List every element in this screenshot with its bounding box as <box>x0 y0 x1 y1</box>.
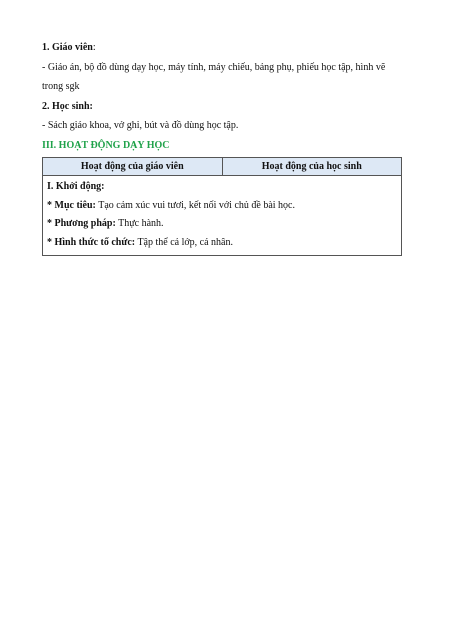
section-title: III. HOẠT ĐỘNG DẠY HỌC <box>42 139 170 151</box>
organization-row <box>47 234 397 253</box>
organization-label: * Hình thức tổ chức: <box>47 236 136 248</box>
teacher-heading-colon: : <box>92 42 96 53</box>
table-header-row <box>43 158 402 176</box>
teacher-materials-line-2: trong sgk <box>42 81 80 92</box>
organization-text: Tập thể cả lớp, cá nhân. <box>135 236 233 248</box>
objective-text: Tạo cảm xúc vui tươi, kết nối với chủ đề bài học. <box>95 199 295 211</box>
header-student-activity: Hoạt động của học sinh <box>222 158 402 176</box>
method-row <box>47 215 397 234</box>
document-content <box>42 38 402 256</box>
header-teacher-activity: Hoạt động của giáo viên <box>43 158 223 176</box>
method-text: Thực hành. <box>115 218 164 229</box>
table-cell-warmup <box>43 176 402 256</box>
objective-label: * Mục tiêu: <box>47 199 96 211</box>
method-label: * Phương pháp: <box>47 218 116 229</box>
activity-table <box>42 157 402 256</box>
teacher-heading: 1. Giáo viên <box>42 42 93 53</box>
student-materials-line: - Sách giáo khoa, vở ghi, bút và đồ dùng học tập. <box>42 120 239 131</box>
warmup-heading: I. Khởi động: <box>47 181 105 192</box>
objective-row <box>47 197 397 216</box>
table-row <box>43 176 402 256</box>
student-heading: 2. Học sinh: <box>42 100 93 112</box>
teacher-heading-line <box>42 38 402 58</box>
teacher-materials-line-1: - Giáo án, bộ đồ dùng dạy học, máy tính, máy chiếu, bảng phụ, phiếu học tập, hình vẽ <box>42 61 386 73</box>
